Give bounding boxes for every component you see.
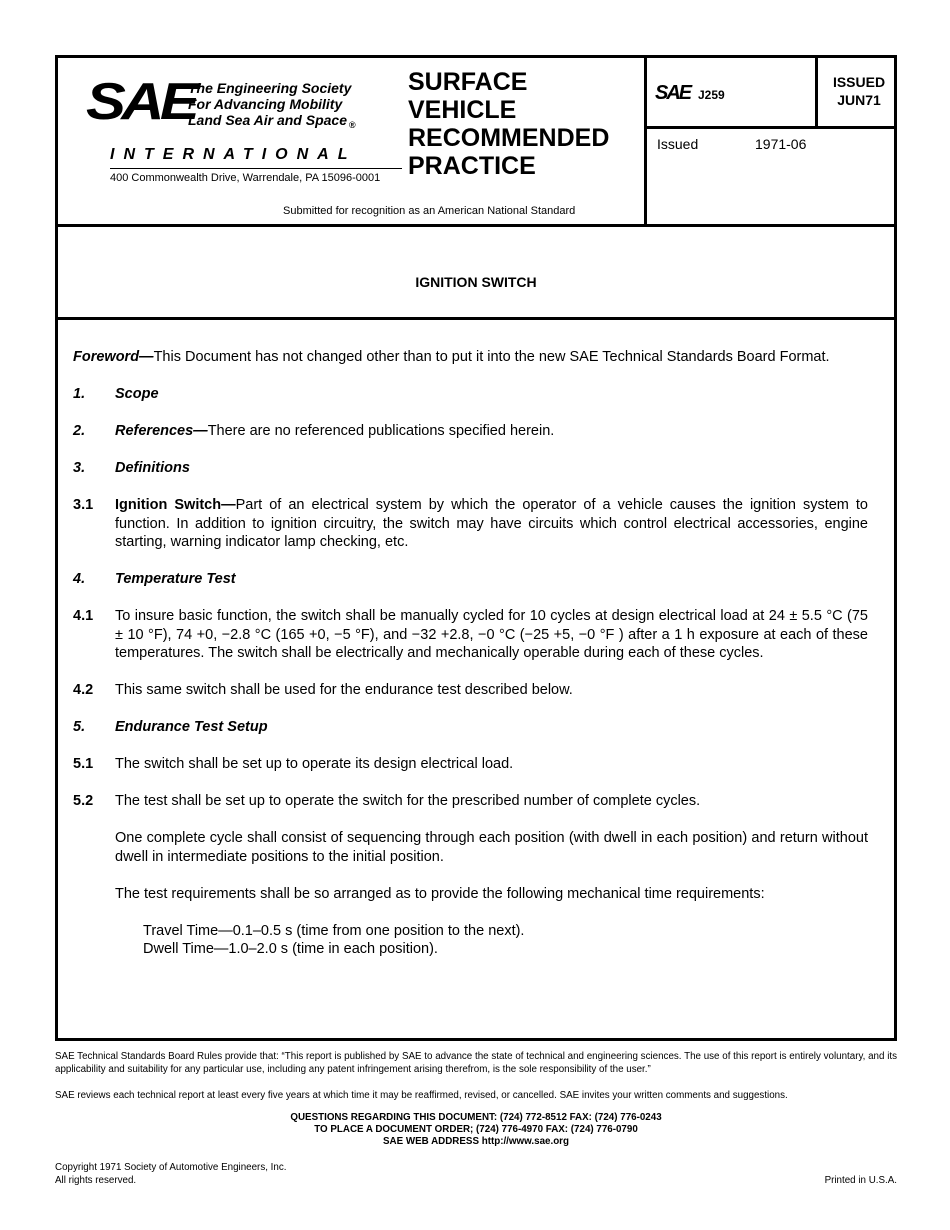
foreword-label: Foreword— (73, 349, 154, 365)
standard-number: J259 (698, 88, 725, 102)
footer-review: SAE reviews each technical report at least every five years at which time it may be reaffirmed, revised, or cancelled. SAE invites your written comments and suggestions. (55, 1090, 788, 1101)
section-1 (73, 385, 868, 404)
section-4-1-number: 4.1 (73, 608, 94, 624)
doc-type-line-3: RECOMMENDED (408, 124, 610, 152)
doc-type-line-4: PRACTICE (408, 152, 536, 180)
section-4-2-number: 4.2 (73, 682, 94, 698)
section-2-number: 2. (73, 423, 86, 439)
travel-time: Travel Time—0.1–0.5 s (time from one position to the next). (143, 922, 525, 939)
standard-sae-mark: SAE (655, 82, 691, 104)
footer-contacts (55, 1112, 897, 1148)
footer-copyright-block (55, 1162, 286, 1187)
dwell-time: Dwell Time—1.0–2.0 s (time in each position). (143, 941, 438, 957)
document-title: IGNITION SWITCH (415, 274, 537, 290)
issued-date: 1971-06 (755, 136, 807, 152)
logo-divider (110, 168, 402, 169)
standard-id-box (647, 58, 897, 129)
section-5-1-number: 5.1 (73, 756, 94, 772)
section-4-title: Temperature Test (115, 571, 236, 587)
submitted-note: Submitted for recognition as an American National Standard (283, 205, 576, 217)
foreword-text: This Document has not changed other than to put it into the new SAE Technical Standards Board Format. (153, 349, 830, 365)
section-3-1-text: Part of an electrical system by which the operator of a vehicle causes the ignition system to function. In addition to ignition circuitry, the switch may have circuits which control electrical accessories, engine starting, warning indicator lamp checking, etc. (115, 497, 868, 550)
section-3-1-number: 3.1 (73, 497, 94, 513)
document-header (58, 58, 894, 227)
sae-address: 400 Commonwealth Drive, Warrendale, PA 15096-0001 (110, 172, 381, 184)
title-row (58, 227, 894, 320)
section-4-number: 4. (73, 571, 86, 587)
section-5-2-text: The test shall be set up to operate the switch for the prescribed number of complete cycles. (115, 793, 701, 809)
section-5-2-number: 5.2 (73, 793, 94, 809)
document-type (408, 68, 609, 180)
section-2-title: References— (115, 423, 208, 439)
section-3-1 (73, 496, 868, 552)
section-5 (73, 718, 868, 737)
sae-logo (86, 73, 386, 184)
footer-order: TO PLACE A DOCUMENT ORDER; (724) 776-4970 FAX: (724) 776-0790 (314, 1124, 638, 1135)
section-4 (73, 570, 868, 589)
section-2-text: There are no referenced publications specified herein. (207, 423, 555, 439)
section-3-title: Definitions (115, 460, 190, 476)
section-2 (73, 422, 868, 441)
section-5-number: 5. (73, 719, 86, 735)
sae-logo-tagline (188, 80, 356, 133)
footer-printed: Printed in U.S.A. (824, 1175, 897, 1186)
section-1-title: Scope (115, 386, 159, 402)
tagline-line-1: The Engineering Society (188, 80, 352, 96)
section-4-2 (73, 681, 868, 700)
section-5-2-paragraph-2: One complete cycle shall consist of sequencing through each position (with dwell in each position) and return without dwell in intermediate positions to the initial position. (115, 830, 868, 865)
doc-type-line-1: SURFACE (408, 68, 528, 96)
section-1-number: 1. (73, 386, 86, 402)
issued-status (818, 73, 900, 109)
section-5-1-text: The switch shall be set up to operate its design electrical load. (115, 756, 514, 772)
registered-mark: ® (348, 120, 356, 130)
foreword (73, 348, 868, 367)
issued-status-line-2: JUN71 (837, 92, 881, 108)
footer-copyright: Copyright 1971 Society of Automotive Engineers, Inc. (55, 1162, 287, 1173)
tagline-line-2: For Advancing Mobility (188, 96, 343, 112)
document-body (73, 348, 868, 977)
footer-questions: QUESTIONS REGARDING THIS DOCUMENT: (724) 772-8512 FAX: (724) 776-0243 (290, 1112, 662, 1123)
issued-label: Issued (657, 136, 699, 152)
section-5-1 (73, 755, 868, 774)
tagline-line-3-text: Land Sea Air and Space (188, 112, 347, 128)
section-5-2-paragraph-3: The test requirements shall be so arranged as to provide the following mechanical time requirements: (115, 885, 765, 902)
section-5-title: Endurance Test Setup (115, 719, 268, 735)
doc-type-line-2: VEHICLE (408, 96, 517, 124)
section-4-2-text: This same switch shall be used for the endurance test described below. (115, 682, 573, 698)
issued-status-line-1: ISSUED (832, 74, 886, 90)
section-3-number: 3. (73, 460, 86, 476)
section-4-1-text: To insure basic function, the switch shall be manually cycled for 10 cycles at design electrical load at 24 ± 5.5 °C (75 ± 10 °F), 74 +0, −2.8 °C (165 +0, −5 °F), and −32 +2.8, −0 °C (−25 +5, −0 °F ) after a 1 h exposure at each of these temperatures. The switch shall be electrically and mechanically operable during each of these cycles. (115, 608, 868, 661)
issued-status-box (815, 58, 900, 126)
tagline-line-3 (188, 112, 356, 133)
footer-rights: All rights reserved. (55, 1174, 137, 1186)
sae-logo-international: INTERNATIONAL (110, 146, 357, 163)
footer-web: SAE WEB ADDRESS http://www.sae.org (383, 1136, 569, 1147)
header-right (644, 58, 897, 224)
footer-rules: SAE Technical Standards Board Rules provide that: “This report is published by SAE to advance the state of technical and engineering sciences. The use of this report is entirely voluntary, and its applicability and suitability for any particular use, including any patent infringement arising therefrom, is the sole responsibility of the user.” (55, 1051, 897, 1075)
section-5-2 (73, 792, 868, 811)
header-left (58, 58, 644, 224)
section-3-1-title: Ignition Switch— (115, 497, 236, 513)
section-4-1 (73, 607, 868, 663)
sae-logo-mark: SAE (86, 73, 196, 131)
section-3 (73, 459, 868, 478)
document-frame (55, 55, 897, 1041)
